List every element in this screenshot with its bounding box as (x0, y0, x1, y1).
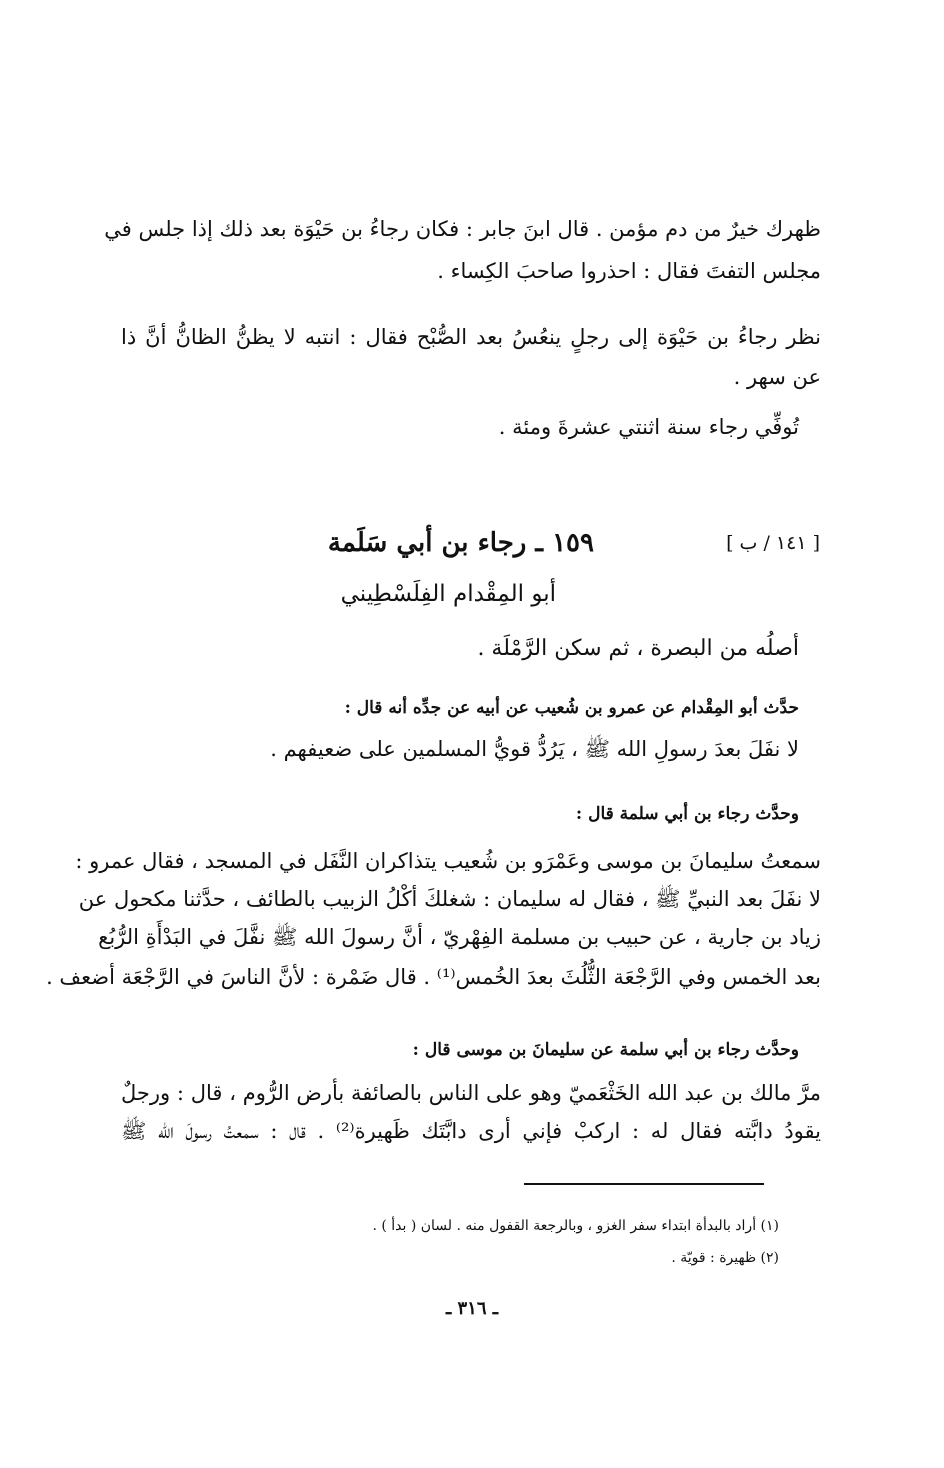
footnote-divider (524, 1183, 764, 1185)
page-number: ـ ٣١٦ ـ (445, 1298, 499, 1319)
text-line: مرَّ مالك بن عبد الله الخَثْعَميّ وهو على الناس بالصائفة بأرض الرُّوم ، قال : ورجلٌ (121, 1081, 821, 1105)
footnote: (٢) ظهيرة : قويّة . (671, 1250, 779, 1266)
text-line: زياد بن جارية ، عن حبيب بن مسلمة الفِهْريّ ، أنَّ رسولَ الله ﷺ نفَّلَ في البَدْأَةِ الرُّبُع (98, 925, 821, 949)
text-line: مجلس التفتَ فقال : احذروا صاحبَ الكِساء . (437, 259, 821, 283)
entry-title: ١٥٩ ـ رجاء بن أبي سَلَمة (327, 528, 594, 558)
folio-reference: [ ١٤١ / ب ] (726, 532, 820, 554)
text-line: يقودُ دابَّته فقال له : اركبْ فإني أرى دابَّتَك ظَهيرة⁽²⁾ . قال : سمعتُ رسولَ الله ﷺ (121, 1119, 822, 1143)
death-note: تُوفِّي رجاء سنة اثنتي عشرةَ ومئة . (498, 415, 799, 439)
footnote: (١) أراد بالبدأة ابتداء سفر الغزو ، وبالرجعة القفول منه . لسان ( بدأ ) . (372, 1218, 779, 1234)
isnad-line: وحدَّث رجاء بن أبي سلمة عن سليمانَ بن موسى قال : (412, 1040, 799, 1060)
text-line: لا نفَلَ بعد النبيِّ ﷺ ، فقال له سليمان : شغلكَ أكْلُ الزبيب بالطائف ، حدَّثنا مكحول عن (78, 887, 821, 911)
text-line: عن سهر . (733, 365, 821, 389)
matn-line: لا نفَلَ بعدَ رسولِ الله ﷺ ، يَرُدُّ قويُّ المسلمين على ضعيفهم . (270, 737, 799, 761)
text-line: ظهرك خيرٌ من دم مؤمن . قال ابنَ جابر : فكان رجاءُ بن حَيْوَة بعد ذلك إذا جلس في (104, 217, 821, 241)
entry-kunya: أبو المِقْدام الفِلَسْطِيني (340, 581, 556, 607)
entry-origin: أصلُه من البصرة ، ثم سكن الرَّمْلَة . (477, 636, 799, 661)
text-line: نظر رجاءُ بن حَيْوَة إلى رجلٍ ينعُسُ بعد الصُّبْح فقال : انتبه لا يظنُّ الظانُّ أنَّ ذا (121, 325, 821, 349)
text-line: بعد الخمس وفي الرَّجْعَة الثُّلُثَ بعدَ الخُمس⁽¹⁾ . قال ضَمْرة : لأنَّ الناسَ في الرَّجْعَة أضعف . (46, 965, 821, 989)
isnad-line: وحدَّث رجاء بن أبي سلمة قال : (575, 804, 799, 824)
text-line: سمعتُ سليمانَ بن موسى وعَمْرَو بن شُعيب يتذاكران النَّفَل في المسجد ، فقال عمرو : (75, 849, 821, 873)
isnad-line: حدَّث أبو المِقْدام عن عمرو بن شُعيب عن أبيه عن جدِّه أنه قال : (344, 698, 799, 718)
